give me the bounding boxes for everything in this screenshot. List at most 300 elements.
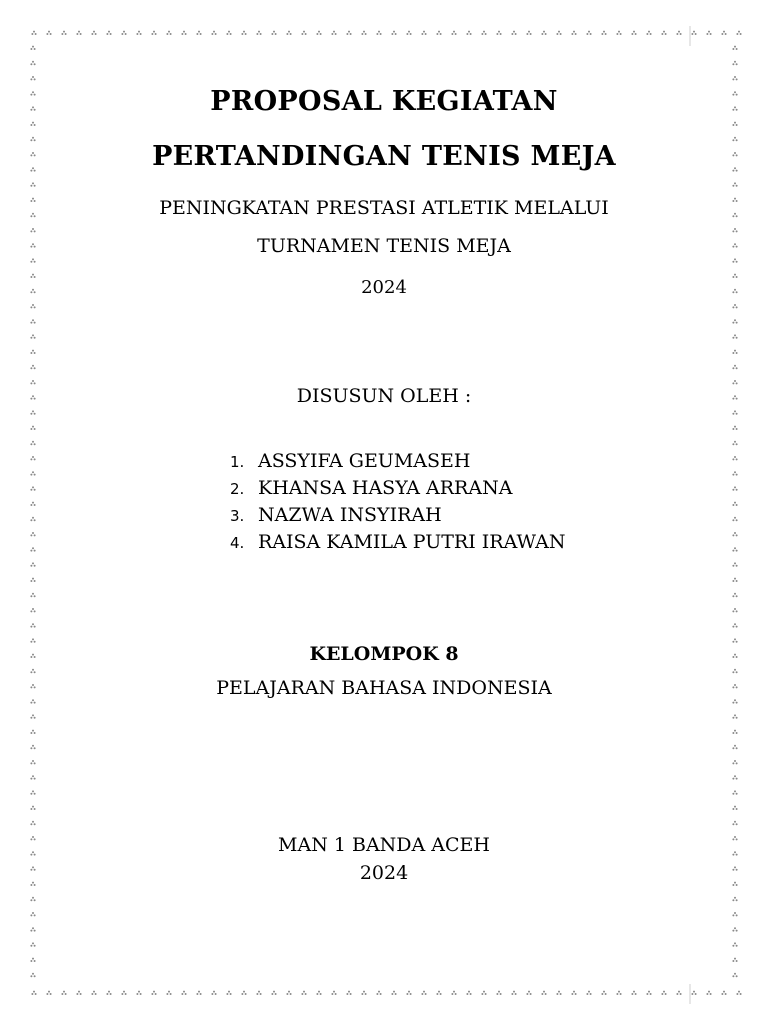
border-dot (736, 337, 738, 339)
border-dot (736, 534, 738, 536)
border-dot (34, 702, 36, 704)
border-dot (361, 33, 363, 35)
border-dot (46, 33, 48, 35)
border-dot (48, 31, 50, 33)
border-dot (734, 274, 736, 276)
border-dot (30, 565, 32, 567)
border-dot (34, 899, 36, 901)
border-dot (736, 930, 738, 932)
border-dot (30, 504, 32, 506)
border-dot (732, 717, 734, 719)
border-dot (736, 306, 738, 308)
border-dot (736, 413, 738, 415)
border-dot (155, 993, 157, 995)
border-dot (211, 993, 213, 995)
border-dot (245, 993, 247, 995)
border-dot (34, 914, 36, 916)
border-dot (483, 991, 485, 993)
border-dot (528, 991, 530, 993)
border-dot (732, 610, 734, 612)
border-dot (633, 991, 635, 993)
border-dot (91, 33, 93, 35)
border-dot (30, 443, 32, 445)
border-dot (30, 352, 32, 354)
border-dot (571, 33, 573, 35)
border-dot (732, 519, 734, 521)
border-dot (736, 762, 738, 764)
border-dot (732, 960, 734, 962)
border-dot (734, 699, 736, 701)
border-dot (348, 991, 350, 993)
border-dot (35, 33, 37, 35)
border-top-pattern (31, 26, 741, 46)
border-dot (496, 33, 498, 35)
border-dot (732, 550, 734, 552)
border-dot (213, 991, 215, 993)
border-dot (30, 185, 32, 187)
border-dot (734, 61, 736, 63)
border-dot (663, 31, 665, 33)
border-dot (732, 48, 734, 50)
border-dot (648, 991, 650, 993)
border-dot (136, 993, 138, 995)
border-dot (665, 33, 667, 35)
border-dot (500, 33, 502, 35)
border-dot (391, 993, 393, 995)
border-dot (395, 33, 397, 35)
border-dot (34, 261, 36, 263)
border-dot (410, 993, 412, 995)
border-dot (243, 31, 245, 33)
border-dot (30, 367, 32, 369)
border-dot (691, 33, 693, 35)
border-dot (331, 33, 333, 35)
border-dot (365, 33, 367, 35)
border-dot (732, 504, 734, 506)
border-dot (333, 31, 335, 33)
border-dot (32, 790, 34, 792)
border-dot (121, 993, 123, 995)
border-dot (61, 33, 63, 35)
border-dot (32, 334, 34, 336)
border-dot (706, 33, 708, 35)
border-dot (34, 124, 36, 126)
border-dot (736, 747, 738, 749)
border-dot (603, 991, 605, 993)
border-dot (125, 33, 127, 35)
border-dot (605, 33, 607, 35)
border-dot (732, 945, 734, 947)
border-dot (34, 975, 36, 977)
border-dot (33, 31, 35, 33)
border-dot (138, 31, 140, 33)
border-dot (153, 991, 155, 993)
border-dot (732, 352, 734, 354)
border-dot (680, 33, 682, 35)
border-dot (732, 671, 734, 673)
border-dot (732, 884, 734, 886)
border-dot (676, 33, 678, 35)
border-dot (511, 993, 513, 995)
border-dot (30, 945, 32, 947)
border-dot (558, 31, 560, 33)
border-dot (361, 993, 363, 995)
border-dot (198, 991, 200, 993)
border-dot (215, 33, 217, 35)
border-dot (736, 550, 738, 552)
border-dot (511, 33, 513, 35)
border-dot (230, 993, 232, 995)
border-dot (513, 31, 515, 33)
border-dot (732, 778, 734, 780)
border-dot (140, 33, 142, 35)
border-dot (34, 580, 36, 582)
border-dot (93, 31, 95, 33)
border-dot (376, 33, 378, 35)
border-dot (421, 33, 423, 35)
border-dot (30, 930, 32, 932)
border-dot (732, 565, 734, 567)
title-line-1: PROPOSAL KEGIATAN (210, 86, 558, 117)
border-dot (151, 33, 153, 35)
border-dot (633, 31, 635, 33)
border-dot (391, 33, 393, 35)
border-dot (481, 33, 483, 35)
border-dot (620, 993, 622, 995)
border-dot (736, 610, 738, 612)
border-dot (32, 486, 34, 488)
border-dot (736, 230, 738, 232)
border-dot (736, 975, 738, 977)
border-dot (380, 993, 382, 995)
border-dot (32, 821, 34, 823)
border-dot (734, 623, 736, 625)
border-dot (34, 428, 36, 430)
border-dot (288, 991, 290, 993)
border-dot (736, 185, 738, 187)
border-dot (734, 350, 736, 352)
border-dot (30, 808, 32, 810)
border-dot (32, 912, 34, 914)
border-dot (125, 993, 127, 995)
border-dot (736, 352, 738, 354)
border-dot (618, 991, 620, 993)
author-number: 4. (230, 534, 245, 552)
border-dot (198, 31, 200, 33)
border-dot (34, 960, 36, 962)
border-dot (303, 991, 305, 993)
border-dot (32, 699, 34, 701)
border-dot (440, 993, 442, 995)
border-dot (732, 823, 734, 825)
border-dot (695, 993, 697, 995)
border-dot (453, 991, 455, 993)
border-dot (736, 489, 738, 491)
border-dot (680, 993, 682, 995)
border-dot (365, 993, 367, 995)
border-dot (273, 991, 275, 993)
border-dot (30, 261, 32, 263)
border-dot (271, 993, 273, 995)
border-dot (350, 993, 352, 995)
border-dot (732, 975, 734, 977)
border-dot (32, 669, 34, 671)
border-dot (678, 31, 680, 33)
border-dot (734, 608, 736, 610)
border-dot (30, 489, 32, 491)
border-dot (32, 714, 34, 716)
border-dot (734, 456, 736, 458)
border-dot (736, 367, 738, 369)
border-dot (346, 33, 348, 35)
border-dot (710, 33, 712, 35)
border-dot (196, 33, 198, 35)
border-dot (691, 993, 693, 995)
border-dot (378, 991, 380, 993)
border-dot (736, 626, 738, 628)
border-dot (30, 975, 32, 977)
border-dot (34, 717, 36, 719)
border-dot (34, 458, 36, 460)
border-dot (30, 337, 32, 339)
border-dot (556, 33, 558, 35)
border-dot (732, 534, 734, 536)
border-dot (408, 991, 410, 993)
border-dot (734, 334, 736, 336)
border-dot (95, 33, 97, 35)
border-dot (30, 48, 32, 50)
border-dot (732, 78, 734, 80)
border-dot (603, 31, 605, 33)
border-dot (732, 626, 734, 628)
border-dot (30, 458, 32, 460)
border-dot (676, 993, 678, 995)
border-dot (335, 993, 337, 995)
border-dot (30, 671, 32, 673)
border-dot (30, 519, 32, 521)
border-dot (34, 78, 36, 80)
border-dot (226, 993, 228, 995)
year-bottom: 2024 (359, 862, 409, 884)
border-dot (34, 63, 36, 65)
border-dot (575, 993, 577, 995)
border-dot (571, 993, 573, 995)
border-dot (32, 456, 34, 458)
border-dot (305, 33, 307, 35)
border-dot (440, 33, 442, 35)
border-dot (32, 547, 34, 549)
border-dot (678, 991, 680, 993)
border-dot (32, 61, 34, 63)
border-dot (732, 580, 734, 582)
border-dot (732, 489, 734, 491)
border-dot (168, 31, 170, 33)
border-dot (425, 993, 427, 995)
border-dot (30, 428, 32, 430)
border-dot (34, 565, 36, 567)
border-dot (736, 945, 738, 947)
border-dot (734, 973, 736, 975)
border-dot (423, 991, 425, 993)
border-dot (32, 122, 34, 124)
border-dot (732, 124, 734, 126)
border-dot (736, 124, 738, 126)
border-dot (732, 458, 734, 460)
border-dot (34, 595, 36, 597)
border-dot (32, 623, 34, 625)
border-dot (732, 428, 734, 430)
border-dot (34, 823, 36, 825)
border-dot (665, 993, 667, 995)
border-dot (734, 471, 736, 473)
author-name: RAISA KAMILA PUTRI IRAWAN (258, 531, 566, 553)
border-dot (513, 991, 515, 993)
border-dot (648, 31, 650, 33)
border-dot (485, 993, 487, 995)
border-dot (140, 993, 142, 995)
border-dot (734, 958, 736, 960)
border-dot (515, 993, 517, 995)
border-dot (736, 823, 738, 825)
border-dot (380, 33, 382, 35)
author-item (230, 450, 565, 477)
border-dot (228, 991, 230, 993)
border-dot (258, 991, 260, 993)
border-dot (181, 993, 183, 995)
border-dot (30, 762, 32, 764)
border-dot (286, 33, 288, 35)
border-dot (695, 33, 697, 35)
border-dot (498, 991, 500, 993)
border-dot (526, 33, 528, 35)
border-dot (34, 778, 36, 780)
border-dot (734, 410, 736, 412)
border-dot (736, 595, 738, 597)
border-dot (734, 46, 736, 48)
author-list (230, 450, 565, 558)
border-dot (346, 993, 348, 995)
border-dot (30, 580, 32, 582)
border-dot (35, 993, 37, 995)
border-dot (734, 319, 736, 321)
border-dot (65, 33, 67, 35)
border-dot (736, 702, 738, 704)
border-dot (616, 33, 618, 35)
subtitle-line-1: PENINGKATAN PRESTASI ATLETIK MELALUI (159, 197, 609, 219)
border-dot (736, 671, 738, 673)
border-dot (393, 991, 395, 993)
border-dot (215, 993, 217, 995)
border-dot (734, 745, 736, 747)
border-dot (734, 182, 736, 184)
border-dot (335, 33, 337, 35)
border-dot (30, 63, 32, 65)
border-dot (734, 304, 736, 306)
border-dot (168, 991, 170, 993)
border-dot (32, 562, 34, 564)
border-dot (734, 912, 736, 914)
border-dot (78, 991, 80, 993)
border-dot (183, 31, 185, 33)
border-dot (32, 258, 34, 260)
border-dot (635, 993, 637, 995)
border-dot (734, 806, 736, 808)
border-dot (258, 31, 260, 33)
border-dot (65, 993, 67, 995)
border-dot (363, 31, 365, 33)
border-dot (275, 33, 277, 35)
border-dot (32, 471, 34, 473)
border-dot (423, 31, 425, 33)
border-dot (601, 993, 603, 995)
border-dot (734, 730, 736, 732)
border-dot (271, 33, 273, 35)
border-dot (734, 547, 736, 549)
border-dot (32, 927, 34, 929)
border-dot (736, 732, 738, 734)
border-dot (485, 33, 487, 35)
border-dot (32, 46, 34, 48)
border-dot (93, 991, 95, 993)
border-dot (455, 33, 457, 35)
border-dot (736, 48, 738, 50)
border-dot (650, 993, 652, 995)
border-dot (34, 762, 36, 764)
border-dot (32, 593, 34, 595)
border-dot (32, 730, 34, 732)
border-dot (288, 31, 290, 33)
border-dot (32, 182, 34, 184)
author-item (230, 477, 565, 504)
border-dot (451, 33, 453, 35)
border-dot (243, 991, 245, 993)
border-dot (170, 33, 172, 35)
border-dot (723, 991, 725, 993)
border-dot (734, 517, 736, 519)
border-dot (710, 993, 712, 995)
border-dot (30, 793, 32, 795)
border-dot (30, 610, 32, 612)
border-dot (63, 31, 65, 33)
border-dot (30, 914, 32, 916)
border-dot (32, 775, 34, 777)
border-dot (34, 48, 36, 50)
border-dot (736, 519, 738, 521)
border-dot (32, 760, 34, 762)
border-dot (734, 441, 736, 443)
author-item (230, 531, 565, 558)
border-dot (32, 76, 34, 78)
border-dot (736, 443, 738, 445)
border-dot (80, 33, 82, 35)
border-dot (121, 33, 123, 35)
border-dot (32, 426, 34, 428)
border-dot (693, 31, 695, 33)
border-dot (470, 33, 472, 35)
border-dot (646, 993, 648, 995)
border-bottom-pattern (31, 984, 741, 1004)
border-dot (468, 991, 470, 993)
border-dot (110, 993, 112, 995)
border-dot (410, 33, 412, 35)
border-dot (155, 33, 157, 35)
border-dot (573, 31, 575, 33)
border-dot (32, 502, 34, 504)
border-dot (706, 993, 708, 995)
border-dot (290, 33, 292, 35)
border-dot (436, 33, 438, 35)
border-dot (34, 808, 36, 810)
